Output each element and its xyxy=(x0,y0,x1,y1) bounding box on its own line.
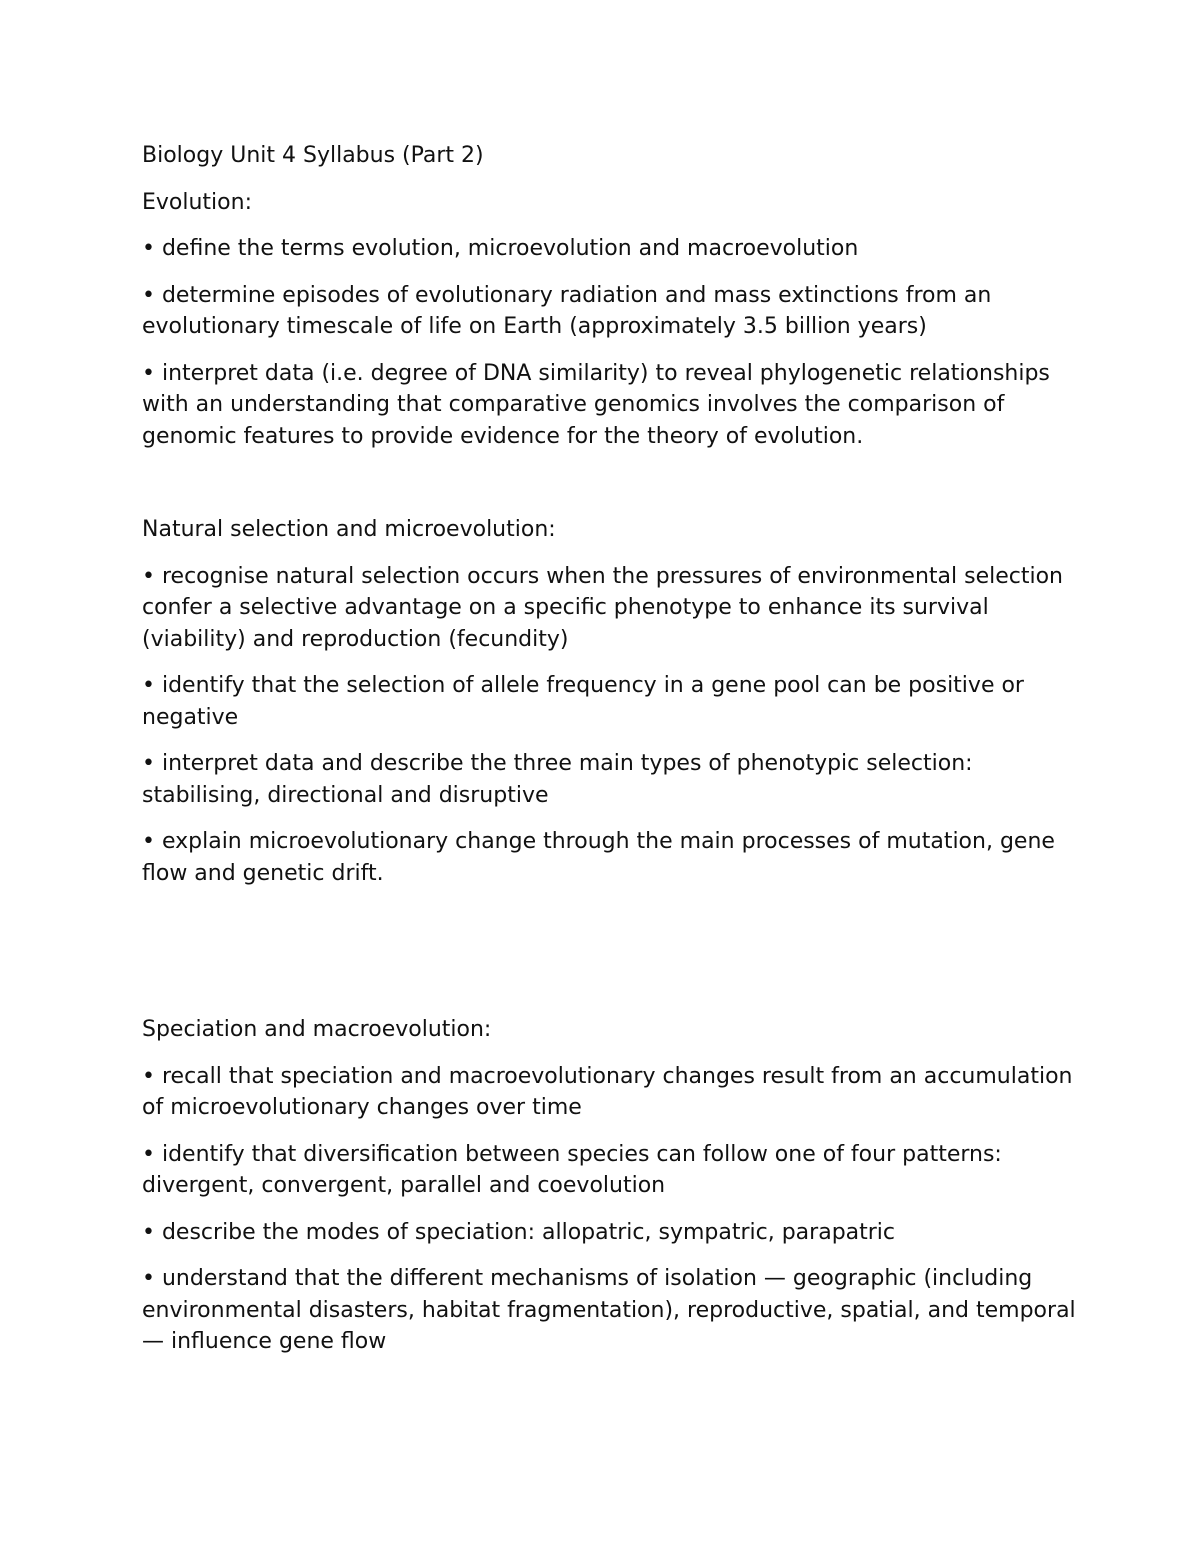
bullet-item: • identify that the selection of allele frequency in a gene pool can be positive or negative xyxy=(142,673,1024,730)
bullet-item: • describe the modes of speciation: allopatric, sympatric, parapatric xyxy=(142,1219,896,1245)
bullet-item: • interpret data and describe the three main types of phenotypic selection: stabilising, directional and disruptive xyxy=(142,751,973,808)
section-heading: Speciation and macroevolution: xyxy=(142,1017,492,1042)
bullet-item: • determine episodes of evolutionary radiation and mass extinctions from an evolutionary timescale of life on Earth (approximately 3.5 billion years) xyxy=(142,282,992,339)
section-natural-selection xyxy=(142,514,1082,889)
section-heading: Natural selection and microevolution: xyxy=(142,517,556,542)
bullet-item: • define the terms evolution, microevolution and macroevolution xyxy=(142,236,859,261)
section-spacer xyxy=(142,467,1082,514)
bullet-item: • recall that speciation and macroevolutionary changes result from an accumulation of microevolutionary changes over time xyxy=(142,1063,1073,1120)
bullet-item: • identify that diversification between species can follow one of four patterns: divergent, convergent, parallel and coevolution xyxy=(142,1141,1002,1198)
section-spacer xyxy=(142,904,1082,1014)
section-heading: Evolution: xyxy=(142,189,252,215)
section-evolution xyxy=(142,187,1082,453)
bullet-item: • recognise natural selection occurs when the pressures of environmental selection confer a selective advantage on a specific phenotype to enhance its survival (viability) and reproduction (fecundity) xyxy=(142,563,1063,652)
section-speciation xyxy=(142,1014,1082,1358)
document-page xyxy=(142,140,1082,1373)
bullet-item: • explain microevolutionary change through the main processes of mutation, gene flow and genetic drift. xyxy=(142,829,1055,886)
bullet-item: • interpret data (i.e. degree of DNA similarity) to reveal phylogenetic relationships with an understanding that comparative genomics involves the comparison of genomic features to provide evidence for the theory of evolution. xyxy=(142,360,1050,449)
bullet-item: • understand that the different mechanisms of isolation — geographic (including environmental disasters, habitat fragmentation), reproductive, spatial, and temporal — influence gene flow xyxy=(142,1266,1076,1354)
document-title: Biology Unit 4 Syllabus (Part 2) xyxy=(142,143,484,168)
